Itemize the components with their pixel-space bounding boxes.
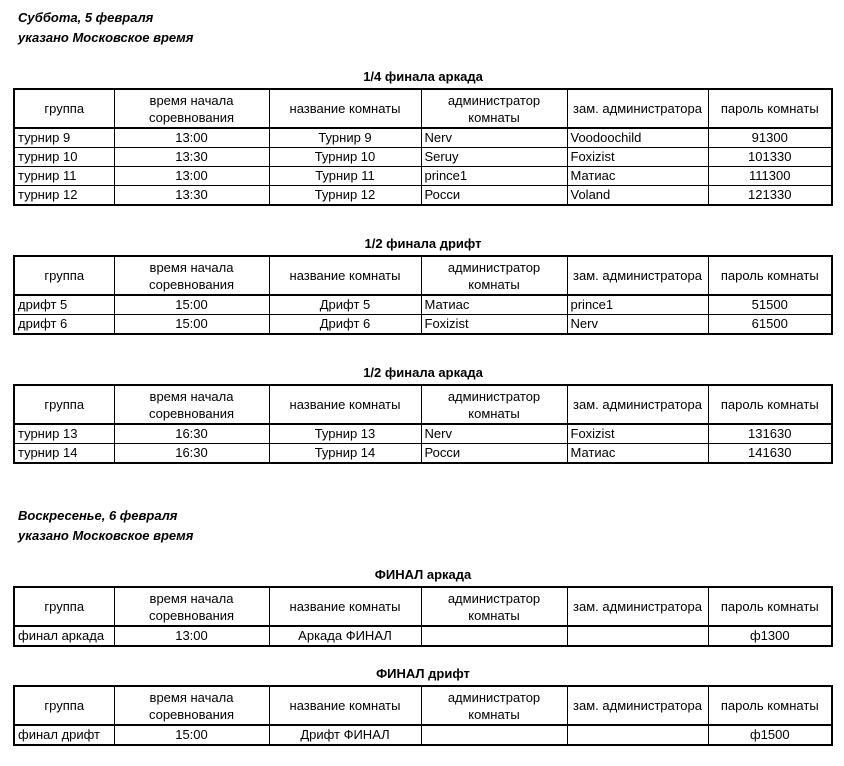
cell-deputy-admin: Матиас (567, 167, 708, 186)
table-row (14, 725, 832, 745)
cell-room-name: Турнир 11 (269, 167, 421, 186)
col-group: группа (14, 256, 114, 295)
col-start-time: время начала соревнования (114, 385, 269, 424)
day2-subtitle: указано Московское время (18, 528, 194, 543)
col-room-password: пароль комнаты (708, 686, 832, 725)
cell-room-password: 141630 (708, 444, 832, 464)
cell-group: турнир 14 (14, 444, 114, 464)
cell-deputy-admin (567, 626, 708, 646)
col-room-name: название комнаты (269, 686, 421, 725)
schedule-table (13, 88, 833, 206)
header-row (14, 89, 832, 128)
cell-room-name: Аркада ФИНАЛ (269, 626, 421, 646)
col-room-admin: администратор комнаты (421, 686, 567, 725)
col-room-name: название комнаты (269, 385, 421, 424)
cell-start-time: 13:30 (114, 186, 269, 206)
col-start-time: время начала соревнования (114, 256, 269, 295)
cell-group: финал дрифт (14, 725, 114, 745)
table-row (14, 186, 832, 206)
cell-start-time: 13:00 (114, 626, 269, 646)
table-row (14, 295, 832, 315)
schedule-table (13, 255, 833, 335)
cell-deputy-admin: Nerv (567, 315, 708, 335)
cell-deputy-admin: prince1 (567, 295, 708, 315)
table-row (14, 315, 832, 335)
cell-start-time: 13:30 (114, 148, 269, 167)
cell-deputy-admin: Voodoochild (567, 128, 708, 148)
cell-room-password: ф1300 (708, 626, 832, 646)
day1-subtitle: указано Московское время (18, 30, 194, 45)
cell-group: турнир 11 (14, 167, 114, 186)
table-title: 1/2 финала дрифт (364, 236, 482, 251)
table-title: 1/2 финала аркада (363, 365, 483, 380)
header-row (14, 256, 832, 295)
col-deputy-admin: зам. администратора (567, 587, 708, 626)
col-room-password: пароль комнаты (708, 385, 832, 424)
cell-room-name: Турнир 10 (269, 148, 421, 167)
cell-start-time: 15:00 (114, 315, 269, 335)
cell-room-name: Дрифт 5 (269, 295, 421, 315)
col-room-password: пароль комнаты (708, 587, 832, 626)
cell-room-password: ф1500 (708, 725, 832, 745)
cell-group: финал аркада (14, 626, 114, 646)
day2-header (18, 506, 834, 546)
cell-room-admin (421, 626, 567, 646)
col-room-admin: администратор комнаты (421, 385, 567, 424)
col-start-time: время начала соревнования (114, 89, 269, 128)
cell-room-password: 51500 (708, 295, 832, 315)
schedule-table (13, 586, 833, 647)
cell-group: турнир 9 (14, 128, 114, 148)
cell-start-time: 15:00 (114, 295, 269, 315)
col-room-name: название комнаты (269, 587, 421, 626)
table-title: ФИНАЛ дрифт (376, 666, 470, 681)
cell-start-time: 16:30 (114, 444, 269, 464)
cell-group: дрифт 6 (14, 315, 114, 335)
col-group: группа (14, 89, 114, 128)
cell-start-time: 16:30 (114, 424, 269, 444)
cell-room-admin: Росси (421, 444, 567, 464)
col-group: группа (14, 587, 114, 626)
table-row (14, 424, 832, 444)
col-group: группа (14, 385, 114, 424)
table-block-final-drift (13, 666, 833, 746)
table-row (14, 444, 832, 464)
col-group: группа (14, 686, 114, 725)
cell-room-admin: Nerv (421, 424, 567, 444)
header-row (14, 587, 832, 626)
cell-room-name: Дрифт ФИНАЛ (269, 725, 421, 745)
col-start-time: время начала соревнования (114, 587, 269, 626)
cell-room-password: 121330 (708, 186, 832, 206)
cell-room-admin: Росси (421, 186, 567, 206)
day1-title: Суббота, 5 февраля (18, 10, 154, 25)
schedule-table (13, 685, 833, 746)
cell-room-admin: Матиас (421, 295, 567, 315)
table-title: ФИНАЛ аркада (374, 567, 472, 582)
table-row (14, 167, 832, 186)
cell-start-time: 13:00 (114, 128, 269, 148)
header-row (14, 686, 832, 725)
cell-deputy-admin: Foxizist (567, 424, 708, 444)
col-room-name: название комнаты (269, 89, 421, 128)
cell-room-password: 61500 (708, 315, 832, 335)
cell-group: турнир 10 (14, 148, 114, 167)
col-room-admin: администратор комнаты (421, 89, 567, 128)
cell-room-password: 131630 (708, 424, 832, 444)
cell-room-name: Турнир 13 (269, 424, 421, 444)
table-block-final-arcade (13, 567, 833, 647)
cell-room-name: Турнир 14 (269, 444, 421, 464)
table-block-quarterfinal-arcade (13, 69, 833, 206)
cell-start-time: 15:00 (114, 725, 269, 745)
day2-title: Воскресенье, 6 февраля (18, 508, 178, 523)
table-row (14, 128, 832, 148)
cell-room-password: 91300 (708, 128, 832, 148)
cell-group: турнир 12 (14, 186, 114, 206)
cell-room-name: Турнир 12 (269, 186, 421, 206)
cell-group: дрифт 5 (14, 295, 114, 315)
table-row (14, 626, 832, 646)
cell-deputy-admin (567, 725, 708, 745)
col-start-time: время начала соревнования (114, 686, 269, 725)
col-room-admin: администратор комнаты (421, 587, 567, 626)
cell-room-name: Турнир 9 (269, 128, 421, 148)
col-room-password: пароль комнаты (708, 89, 832, 128)
cell-start-time: 13:00 (114, 167, 269, 186)
schedule-table (13, 384, 833, 464)
col-room-password: пароль комнаты (708, 256, 832, 295)
col-deputy-admin: зам. администратора (567, 686, 708, 725)
col-deputy-admin: зам. администратора (567, 89, 708, 128)
col-deputy-admin: зам. администратора (567, 385, 708, 424)
cell-room-admin (421, 725, 567, 745)
cell-room-password: 101330 (708, 148, 832, 167)
col-room-name: название комнаты (269, 256, 421, 295)
table-block-semifinal-arcade (13, 365, 833, 464)
cell-deputy-admin: Матиас (567, 444, 708, 464)
table-block-semifinal-drift (13, 236, 833, 335)
cell-deputy-admin: Foxizist (567, 148, 708, 167)
cell-group: турнир 13 (14, 424, 114, 444)
cell-room-password: 111300 (708, 167, 832, 186)
cell-deputy-admin: Voland (567, 186, 708, 206)
header-row (14, 385, 832, 424)
cell-room-admin: Seruy (421, 148, 567, 167)
cell-room-admin: Foxizist (421, 315, 567, 335)
col-room-admin: администратор комнаты (421, 256, 567, 295)
col-deputy-admin: зам. администратора (567, 256, 708, 295)
table-row (14, 148, 832, 167)
cell-room-admin: prince1 (421, 167, 567, 186)
table-title: 1/4 финала аркада (363, 69, 483, 84)
day1-header (18, 8, 834, 48)
cell-room-name: Дрифт 6 (269, 315, 421, 335)
cell-room-admin: Nerv (421, 128, 567, 148)
